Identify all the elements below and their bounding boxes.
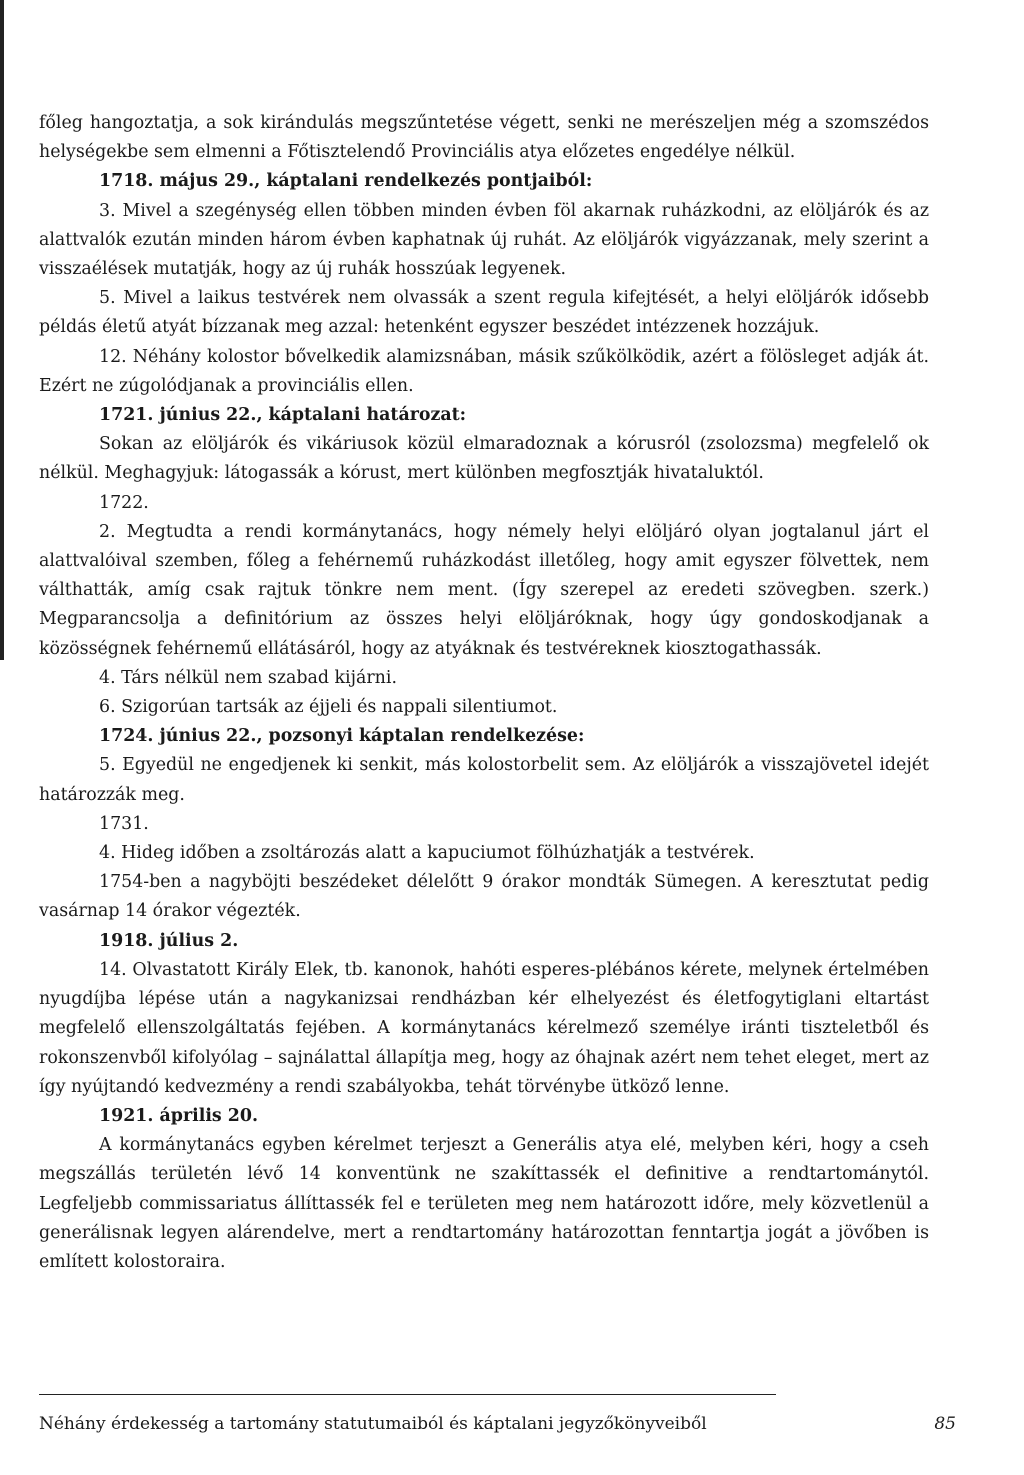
paragraph: Sokan az elöljárók és vikáriusok közül elmaradoznak a kórusról (zsolozsma) megfelelő ok nélkül. Meghagyjuk: látogassák a kórust, mert különben megfosztják hivataluktól. <box>39 434 929 484</box>
scan-edge-bar <box>0 0 4 660</box>
section-heading: 1718. május 29., káptalani rendelkezés pontjaiból: <box>99 171 593 192</box>
section-heading: 1721. június 22., káptalani határozat: <box>99 405 467 426</box>
paragraph: 5. Egyedül ne engedjenek ki senkit, más kolostorbelit sem. Az elöljárók a visszajövetel idejét határozzák meg. <box>39 755 929 805</box>
footer-rule <box>39 1394 776 1395</box>
paragraph: 14. Olvastatott Király Elek, tb. kanonok, hahóti esperes-plébános kérete, melynek értelmében nyugdíjba lépése után a nagykanizsai rendházban kér elhelyezést és életfogytiglani eltartást megfelelő ellenszolgáltatás fejében. A kormánytanács kérelmező személye iránti tiszteletből és rokonszenvből kifolyólag – sajnálattal állapítja meg, hogy az óhajnak azért nem tehet eleget, mert az így nyújtandó kedvezmény a rendi szabályokba, tehát törvénybe ütköző lenne. <box>39 959 929 1097</box>
paragraph: főleg hangoztatja, a sok kirándulás megszűntetése végett, senki ne merészeljen még a szomszédos helységekbe sem elmenni a Főtisztelendő Provinciális atya előzetes engedélye nélkül. <box>39 113 929 163</box>
paragraph: 1722. <box>99 492 149 513</box>
running-footer-title: Néhány érdekesség a tartomány statutumaiból és káptalani jegyzőkönyveiből <box>39 1414 707 1434</box>
paragraph: 1754-ben a nagyböjti beszédeket délelőtt 9 órakor mondták Sümegen. A keresztutat pedig vasárnap 14 órakor végezték. <box>39 872 929 922</box>
paragraph: 4. Társ nélkül nem szabad kijárni. <box>99 667 397 688</box>
paragraph: 3. Mivel a szegénység ellen többen minden évben föl akarnak ruházkodni, az elöljárók és az alattvalók ezután minden három évben kaphatnak új ruhát. Az elöljárók vigyázzanak, mely szerint a visszaélések mutatják, hogy az új ruhák hosszúak legyenek. <box>39 200 929 280</box>
paragraph: 1731. <box>99 813 149 834</box>
section-heading: 1724. június 22., pozsonyi káptalan rendelkezése: <box>99 726 585 747</box>
section-heading: 1921. április 20. <box>99 1105 259 1126</box>
paragraph: 2. Megtudta a rendi kormánytanács, hogy némely helyi elöljáró olyan jogtalanul járt el alattvalóival szemben, főleg a fehérnemű ruházkodást illetőleg, hogy amit egyszer fölvettek, nem válthatták, amíg csak rajtuk tönkre nem ment. (Így szerepel az eredeti szövegben. szerk.) Megparancsolja a definitórium az összes helyi elöljáróknak, hogy úgy gondoskodjanak a közösségnek fehérnemű ellátásáról, hogy az atyáknak és testvéreknek kiosztogathassák. <box>39 521 929 659</box>
paragraph: 5. Mivel a laikus testvérek nem olvassák a szent regula kifejtését, a helyi elöljárók idősebb példás életű atyát bízzanak meg azzal: hetenként egyszer beszédet intézzenek hozzájuk. <box>39 288 929 338</box>
page-number: 85 <box>934 1414 956 1434</box>
paragraph: 12. Néhány kolostor bővelkedik alamizsnában, másik szűkölködik, azért a fölösleget adják át. Ezért ne zúgolódjanak a provinciális ellen. <box>39 346 929 396</box>
paragraph: 4. Hideg időben a zsoltározás alatt a kapuciumot fölhúzhatják a testvérek. <box>99 843 755 864</box>
section-heading: 1918. július 2. <box>99 930 239 951</box>
paragraph: 6. Szigorúan tartsák az éjjeli és nappali silentiumot. <box>99 697 558 718</box>
page-body <box>39 109 929 1277</box>
paragraph: A kormánytanács egyben kérelmet terjeszt a Generális atya elé, melyben kéri, hogy a cseh megszállás területén lévő 14 konventünk ne szakíttassék el definitive a rendtartománytól. Legfeljebb commissariatus állíttassék fel e területen meg nem határozott időre, mely közvetlenül a generálisnak legyen alárendelve, mert a rendtartomány határozottan fenntartja jogát a jövőben is említett kolostoraira. <box>39 1135 929 1272</box>
